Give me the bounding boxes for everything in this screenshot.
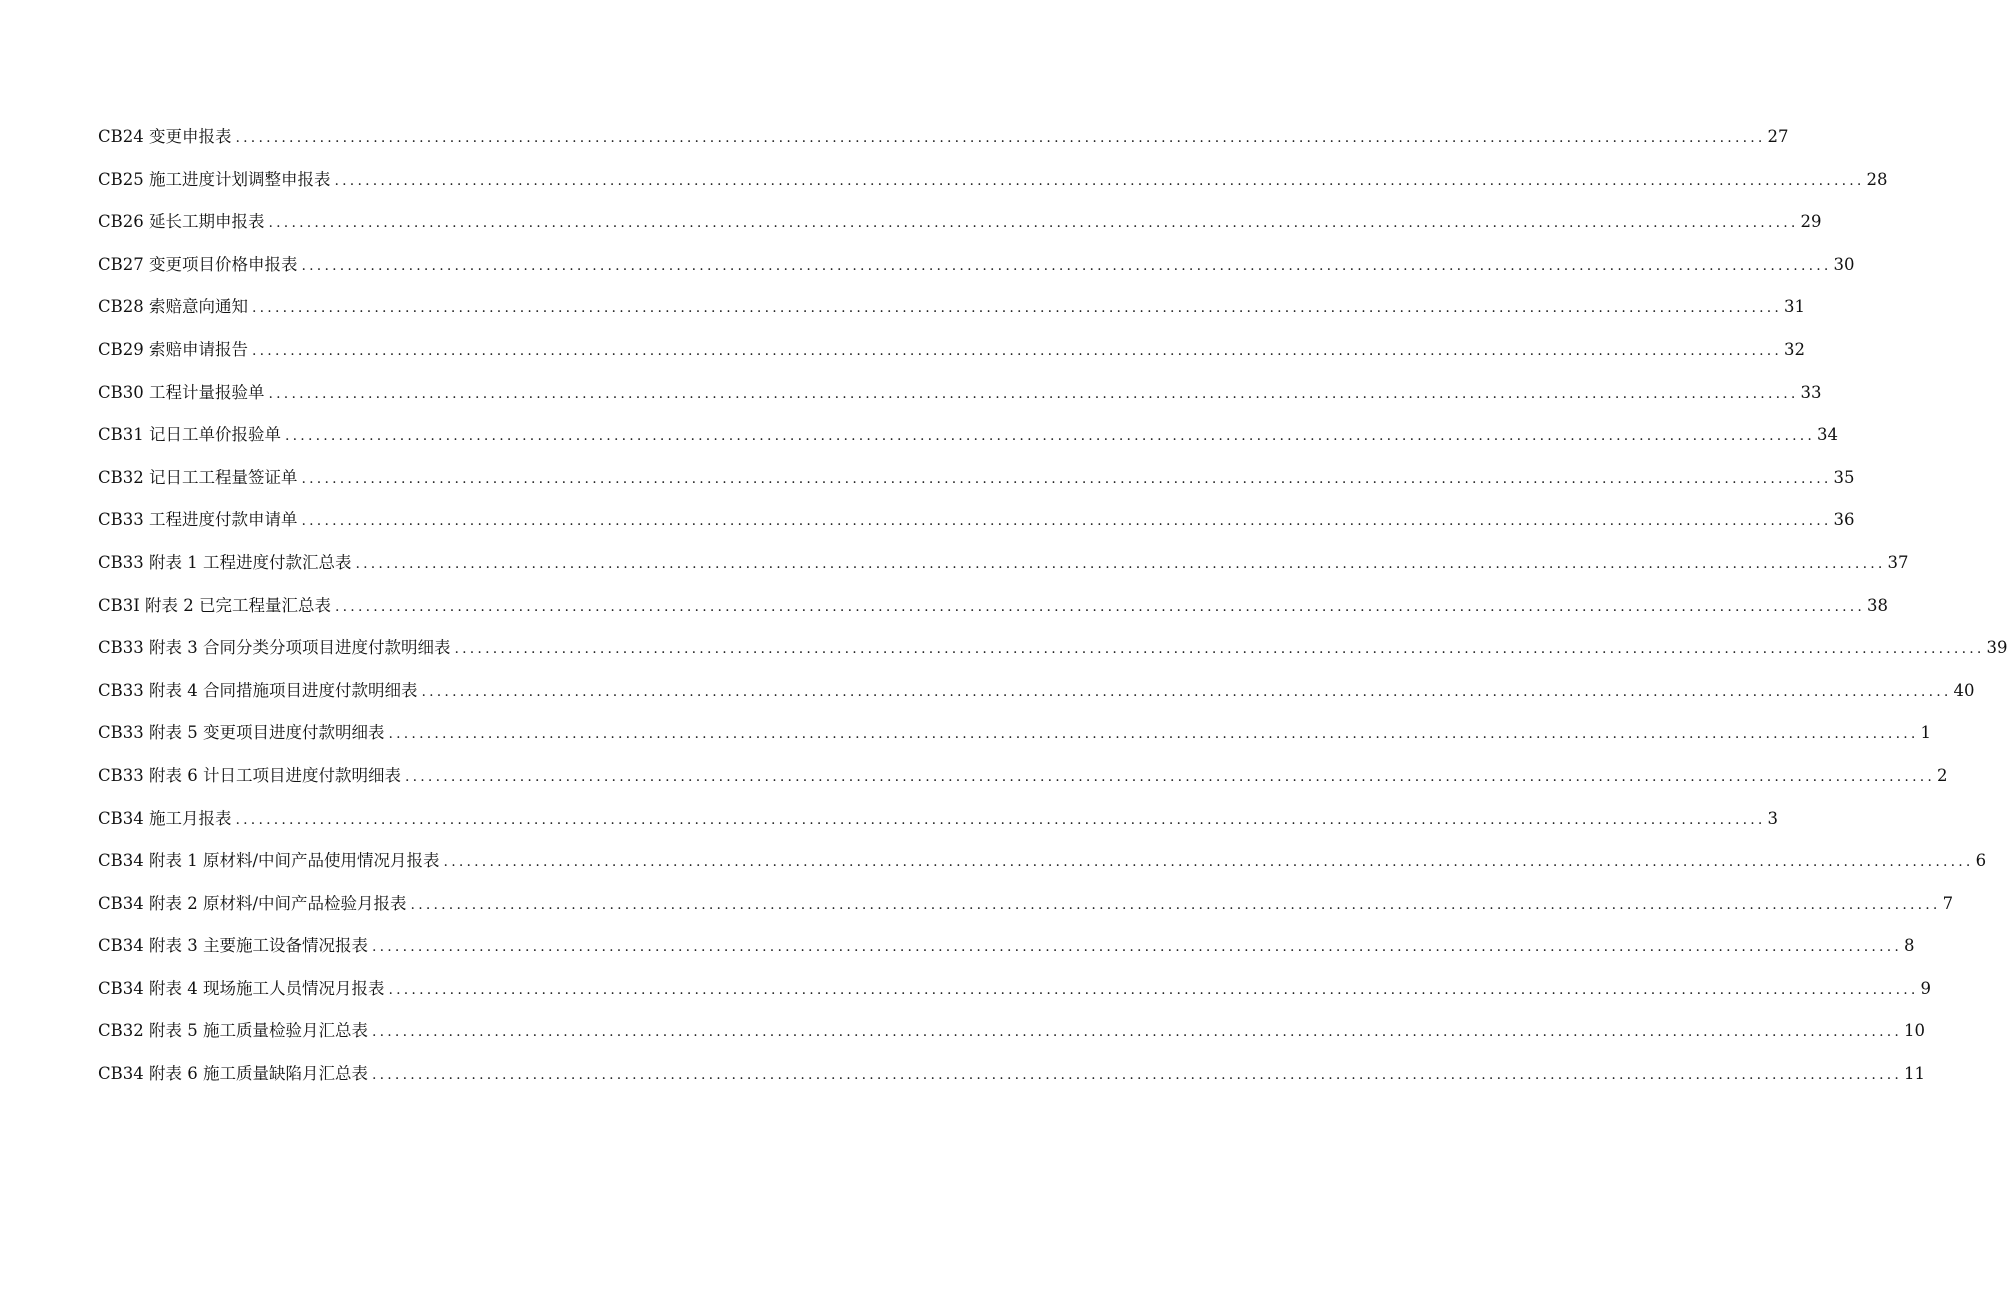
toc-entry[interactable] (98, 712, 1932, 755)
toc-entry[interactable] (98, 840, 1987, 883)
toc-leader: ........................................................................................................................................................................................................ (371, 1067, 1903, 1084)
toc-leader: ........................................................................................................................................................................................................ (388, 726, 1919, 743)
toc-leader: ........................................................................................................................................................................................................ (404, 768, 1936, 785)
toc-entry-label: CB28 索赔意向通知 (98, 286, 252, 329)
toc-entry[interactable] (98, 116, 1789, 159)
toc-entry-label: CB24 变更申报表 (98, 116, 236, 159)
toc-entry-page: 8 (1902, 925, 1915, 968)
toc-entry-page: 31 (1782, 286, 1805, 329)
toc-leader: ........................................................................................................................................................................................................ (355, 555, 1886, 572)
toc-entry[interactable] (98, 159, 1888, 202)
toc-entry-page: 36 (1832, 499, 1855, 542)
toc-leader: ........................................................................................................................................................................................................ (301, 257, 1832, 274)
toc-entry-page: 33 (1799, 372, 1822, 415)
toc-entry-label: CB32 记日工工程量签证单 (98, 457, 302, 500)
toc-entry-page: 28 (1865, 159, 1888, 202)
toc-entry-page: 11 (1902, 1053, 1925, 1096)
toc-entry-page: 1 (1919, 712, 1932, 755)
toc-entry[interactable] (98, 670, 1975, 713)
toc-entry-page: 9 (1919, 968, 1932, 1011)
toc-entry-page: 29 (1799, 201, 1822, 244)
table-of-contents (98, 116, 2008, 1096)
toc-entry[interactable] (98, 798, 1779, 841)
toc-entry-label: CB34 附表 3 主要施工设备情况报表 (98, 925, 372, 968)
toc-leader: ........................................................................................................................................................................................................ (388, 981, 1919, 998)
toc-entry[interactable] (98, 1010, 1926, 1053)
toc-leader: ........................................................................................................................................................................................................ (421, 683, 1952, 700)
toc-entry-label: CB32 附表 5 施工质量检验月汇总表 (98, 1010, 372, 1053)
toc-entry[interactable] (98, 499, 1855, 542)
toc-leader: ........................................................................................................................................................................................................ (268, 385, 1799, 402)
toc-leader: ........................................................................................................................................................................................................ (285, 428, 1816, 445)
toc-leader: ........................................................................................................................................................................................................ (443, 854, 1974, 871)
toc-entry-label: CB33 附表 5 变更项目进度付款明细表 (98, 712, 388, 755)
toc-entry-label: CB3I 附表 2 已完工程量汇总表 (98, 585, 335, 628)
toc-entry-label: CB33 附表 4 合同措施项目进度付款明细表 (98, 670, 421, 713)
toc-entry[interactable] (98, 457, 1855, 500)
toc-entry-page: 10 (1902, 1010, 1925, 1053)
toc-entry-page: 6 (1974, 840, 1987, 883)
toc-entry-label: CB33 附表 3 合同分类分项项目进度付款明细表 (98, 627, 454, 670)
toc-entry[interactable] (98, 627, 2008, 670)
toc-entry[interactable] (98, 244, 1855, 287)
toc-entry-page: 35 (1832, 457, 1855, 500)
toc-entry[interactable] (98, 1053, 1926, 1096)
toc-entry-page: 40 (1952, 670, 1975, 713)
toc-entry-page: 39 (1985, 627, 2008, 670)
toc-leader: ........................................................................................................................................................................................................ (335, 598, 1866, 615)
toc-leader: ........................................................................................................................................................................................................ (235, 811, 1766, 828)
toc-entry-label: CB26 延长工期申报表 (98, 201, 269, 244)
toc-entry-label: CB25 施工进度计划调整申报表 (98, 159, 335, 202)
toc-entry-label: CB33 附表 1 工程进度付款汇总表 (98, 542, 355, 585)
toc-entry[interactable] (98, 286, 1806, 329)
toc-entry[interactable] (98, 755, 1948, 798)
toc-entry-page: 2 (1935, 755, 1948, 798)
toc-entry[interactable] (98, 329, 1806, 372)
toc-entry-page: 30 (1832, 244, 1855, 287)
toc-leader: ........................................................................................................................................................................................................ (371, 1024, 1903, 1041)
toc-leader: ........................................................................................................................................................................................................ (252, 342, 1783, 359)
toc-entry-label: CB29 索赔申请报告 (98, 329, 252, 372)
toc-entry-label: CB34 附表 6 施工质量缺陷月汇总表 (98, 1053, 372, 1096)
toc-entry-label: CB33 附表 6 计日工项目进度付款明细表 (98, 755, 405, 798)
toc-entry-page: 37 (1886, 542, 1909, 585)
toc-leader: ........................................................................................................................................................................................................ (334, 172, 1865, 189)
toc-leader: ........................................................................................................................................................................................................ (301, 513, 1832, 530)
toc-leader: ........................................................................................................................................................................................................ (454, 641, 1985, 658)
toc-entry-page: 38 (1865, 585, 1888, 628)
toc-leader: ........................................................................................................................................................................................................ (410, 896, 1941, 913)
toc-leader: ........................................................................................................................................................................................................ (301, 470, 1832, 487)
toc-entry-label: CB34 附表 4 现场施工人员情况月报表 (98, 968, 388, 1011)
toc-leader: ........................................................................................................................................................................................................ (371, 939, 1903, 956)
toc-leader: ........................................................................................................................................................................................................ (252, 300, 1783, 317)
toc-entry-label: CB33 工程进度付款申请单 (98, 499, 302, 542)
toc-entry[interactable] (98, 372, 1822, 415)
toc-entry[interactable] (98, 414, 1839, 457)
toc-entry-page: 32 (1782, 329, 1805, 372)
toc-entry[interactable] (98, 883, 1954, 926)
toc-entry[interactable] (98, 925, 1915, 968)
toc-entry-label: CB34 附表 2 原材料/中间产品检验月报表 (98, 883, 411, 926)
toc-entry-label: CB34 施工月报表 (98, 798, 236, 841)
toc-entry-page: 7 (1941, 883, 1954, 926)
toc-leader: ........................................................................................................................................................................................................ (268, 215, 1799, 232)
toc-entry-label: CB27 变更项目价格申报表 (98, 244, 302, 287)
toc-entry[interactable] (98, 968, 1932, 1011)
toc-entry[interactable] (98, 585, 1889, 628)
toc-entry-label: CB31 记日工单价报验单 (98, 414, 285, 457)
toc-entry-page: 34 (1815, 414, 1838, 457)
toc-entry[interactable] (98, 542, 1909, 585)
toc-entry-label: CB34 附表 1 原材料/中间产品使用情况月报表 (98, 840, 444, 883)
toc-entry-page: 27 (1766, 116, 1789, 159)
toc-entry[interactable] (98, 201, 1822, 244)
toc-leader: ........................................................................................................................................................................................................ (235, 130, 1766, 146)
toc-entry-page: 3 (1766, 798, 1779, 841)
toc-entry-label: CB30 工程计量报验单 (98, 372, 269, 415)
